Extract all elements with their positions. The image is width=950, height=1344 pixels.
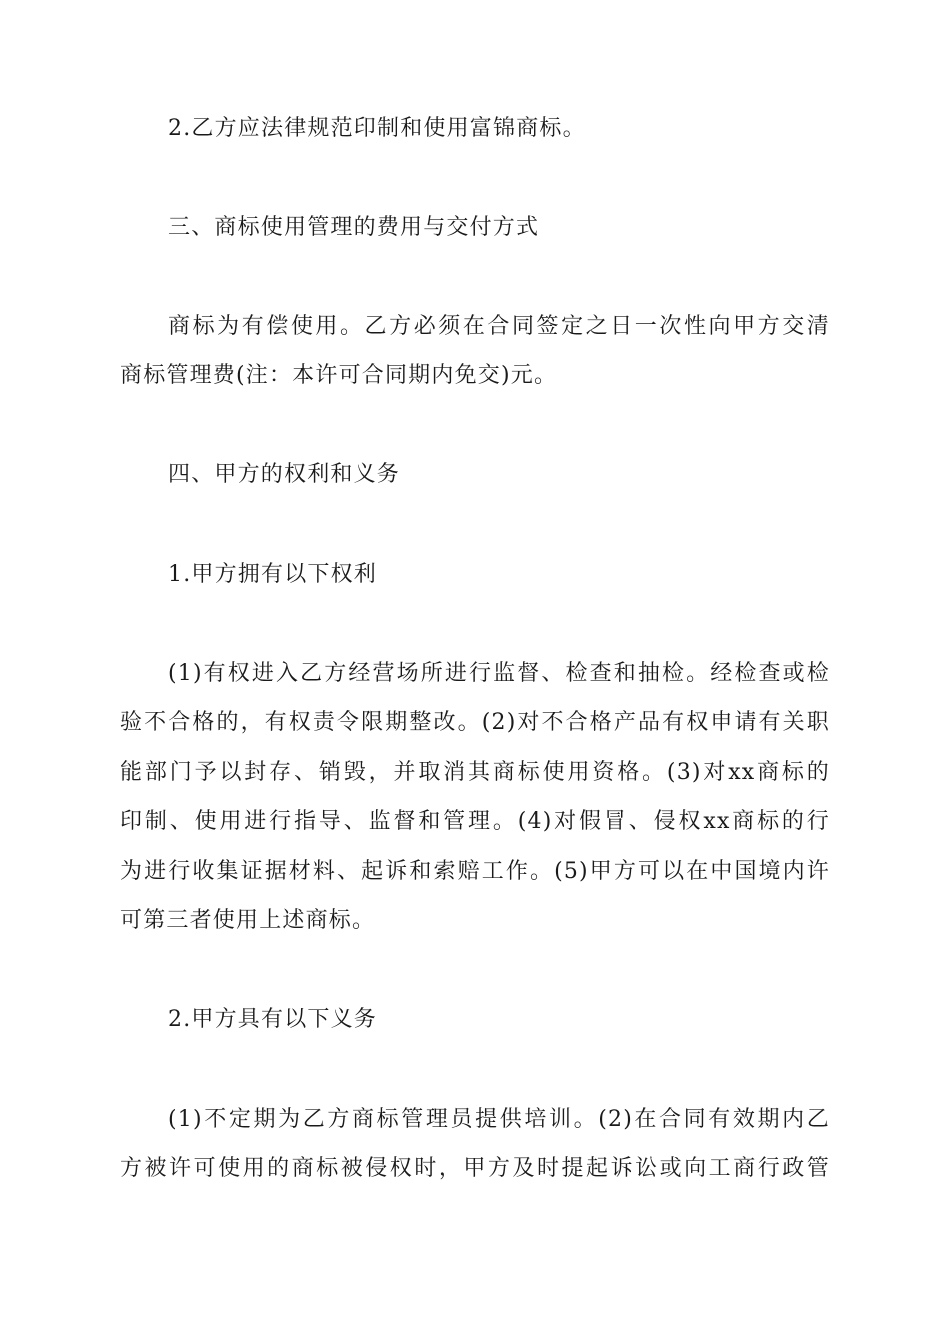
rights-heading: 1.甲方拥有以下权利 — [168, 562, 377, 587]
rights-para-line-1: (1)有权进入乙方经营场所进行监督、检查和抽检。经检查或检 — [168, 661, 830, 686]
obligations-heading: 2.甲方具有以下义务 — [168, 1007, 377, 1032]
rights-para-line-3: 能部门予以封存、销毁，并取消其商标使用资格。(3)对xx商标的 — [120, 760, 830, 785]
section-3-para-line-1: 商标为有偿使用。乙方必须在合同签定之日一次性向甲方交清 — [168, 314, 830, 339]
section-4-heading: 四、甲方的权利和义务 — [168, 462, 401, 487]
section-3-para-line-2: 商标管理费(注：本许可合同期内免交)元。 — [120, 363, 558, 388]
section-3-heading: 三、商标使用管理的费用与交付方式 — [168, 215, 540, 240]
clause-2-text: 2.乙方应法律规范印制和使用富锦商标。 — [168, 116, 586, 141]
rights-para-line-6: 可第三者使用上述商标。 — [120, 908, 376, 933]
obligations-para-line-2: 方被许可使用的商标被侵权时，甲方及时提起诉讼或向工商行政管 — [120, 1156, 830, 1181]
rights-para-line-4: 印制、使用进行指导、监督和管理。(4)对假冒、侵权xx商标的行 — [120, 809, 830, 834]
rights-para-line-2: 验不合格的，有权责令限期整改。(2)对不合格产品有权申请有关职 — [120, 710, 830, 735]
rights-para-line-5: 为进行收集证据材料、起诉和索赔工作。(5)甲方可以在中国境内许 — [120, 859, 830, 884]
obligations-para-line-1: (1)不定期为乙方商标管理员提供培训。(2)在合同有效期内乙 — [168, 1107, 830, 1132]
